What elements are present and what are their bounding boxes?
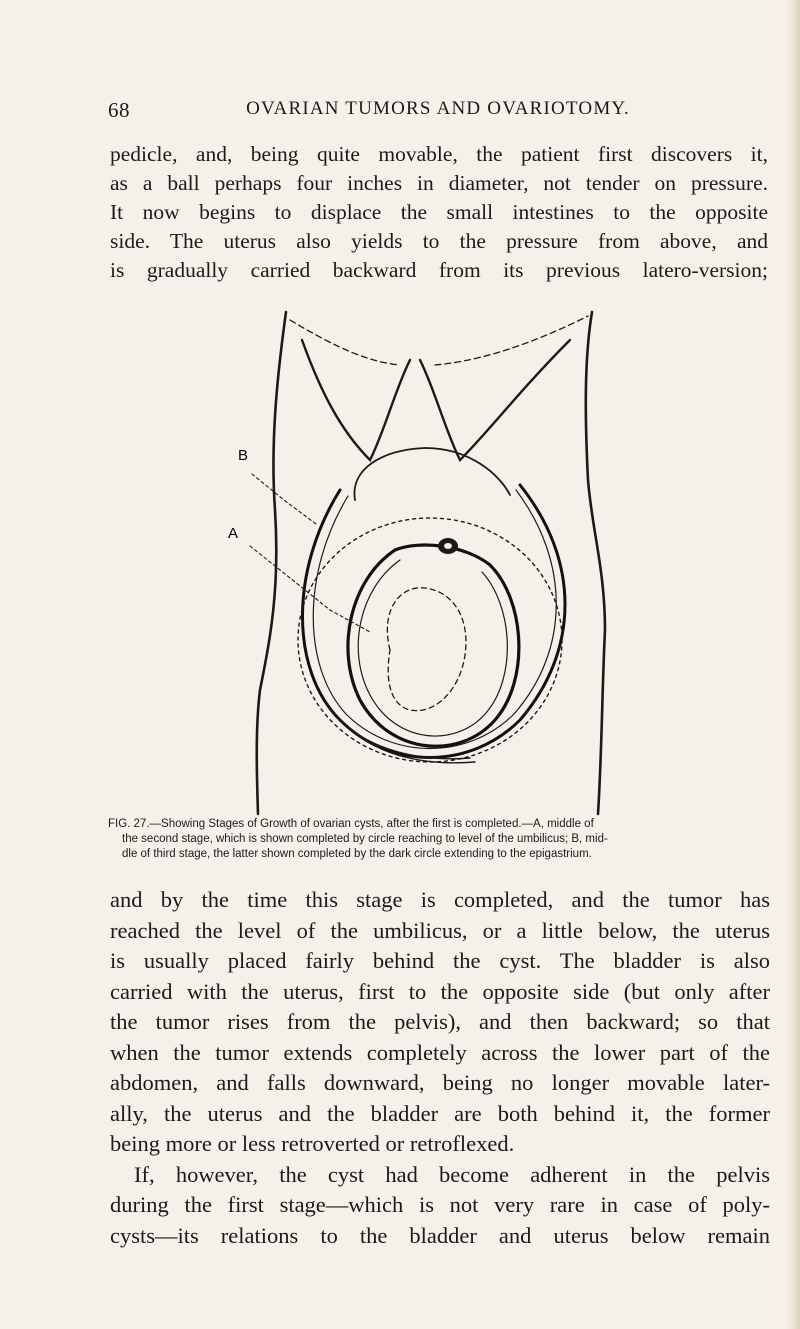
text-line: side. The uterus also yields to the pressure from above, and [110, 229, 768, 253]
text-line: It now begins to displace the small intestines to the opposite [110, 200, 768, 224]
text-line: is gradually carried backward from its previous latero-version; [110, 258, 768, 282]
label-b-leader [252, 474, 316, 524]
middle-stage-circle-inner [358, 560, 507, 736]
umbilicus-mark [438, 538, 458, 554]
ribcage-right [420, 340, 570, 460]
epigastrium-circle [303, 485, 566, 758]
caption-line: the second stage, which is shown completed by circle reaching to level of the umbilicus; B, mid- [122, 833, 608, 845]
figure-27-illustration [220, 310, 620, 816]
page-number: 68 [108, 98, 130, 122]
diaphragm-dashed-line [290, 316, 588, 365]
text-line: and by the time this stage is completed, and the tumor has [110, 887, 770, 912]
text-line: during the first stage—which is not very rare in case of poly- [110, 1192, 770, 1217]
text-line: abdomen, and falls downward, being no longer movable later- [110, 1070, 770, 1095]
text-line: ally, the uterus and the bladder are both behind it, the former [110, 1100, 770, 1126]
text-line: If, however, the cyst had become adherent in the pelvis [134, 1161, 770, 1187]
text-line: carried with the uterus, first to the opposite side (but only after [110, 978, 770, 1004]
text-line: cysts—its relations to the bladder and uterus below remain [110, 1222, 770, 1248]
caption-line: dle of third stage, the latter shown completed by the dark circle extending to the epigastrium. [122, 848, 592, 860]
ribcage-left [302, 340, 410, 460]
ribcage-inner-right [425, 448, 510, 495]
text-line: pedicle, and, being quite movable, the patient first discovers it, [110, 142, 768, 166]
middle-stage-circle [348, 545, 519, 746]
text-line: as a ball perhaps four inches in diameter, not tender on pressure. [110, 171, 768, 195]
text-line: being more or less retroverted or retroflexed. [110, 1131, 515, 1156]
first-stage-dashed-circle [387, 588, 466, 711]
umbilicus-dotted-circle [298, 518, 562, 762]
text-line: when the tumor extends completely across the lower part of the [110, 1039, 770, 1065]
paragraph-top [110, 140, 768, 285]
page-edge [786, 0, 800, 1329]
text-line: reached the level of the umbilicus, or a little below, the uterus [110, 917, 770, 943]
caption-line: FIG. 27.—Showing Stages of Growth of ovarian cysts, after the first is completed.—A, middle of [108, 818, 594, 830]
figure-label-b: B [238, 447, 249, 464]
figure-caption [108, 817, 766, 862]
figure-label-a: A [228, 525, 239, 542]
abdomen-outline-right [586, 312, 605, 814]
running-title: OVARIAN TUMORS AND OVARIOTOMY. [246, 98, 630, 119]
text-line: is usually placed fairly behind the cyst. The bladder is also [110, 948, 770, 973]
text-line: the tumor rises from the pelvis), and then backward; so that [110, 1009, 770, 1034]
paragraph-bottom [110, 885, 770, 1251]
page-header [108, 98, 768, 128]
